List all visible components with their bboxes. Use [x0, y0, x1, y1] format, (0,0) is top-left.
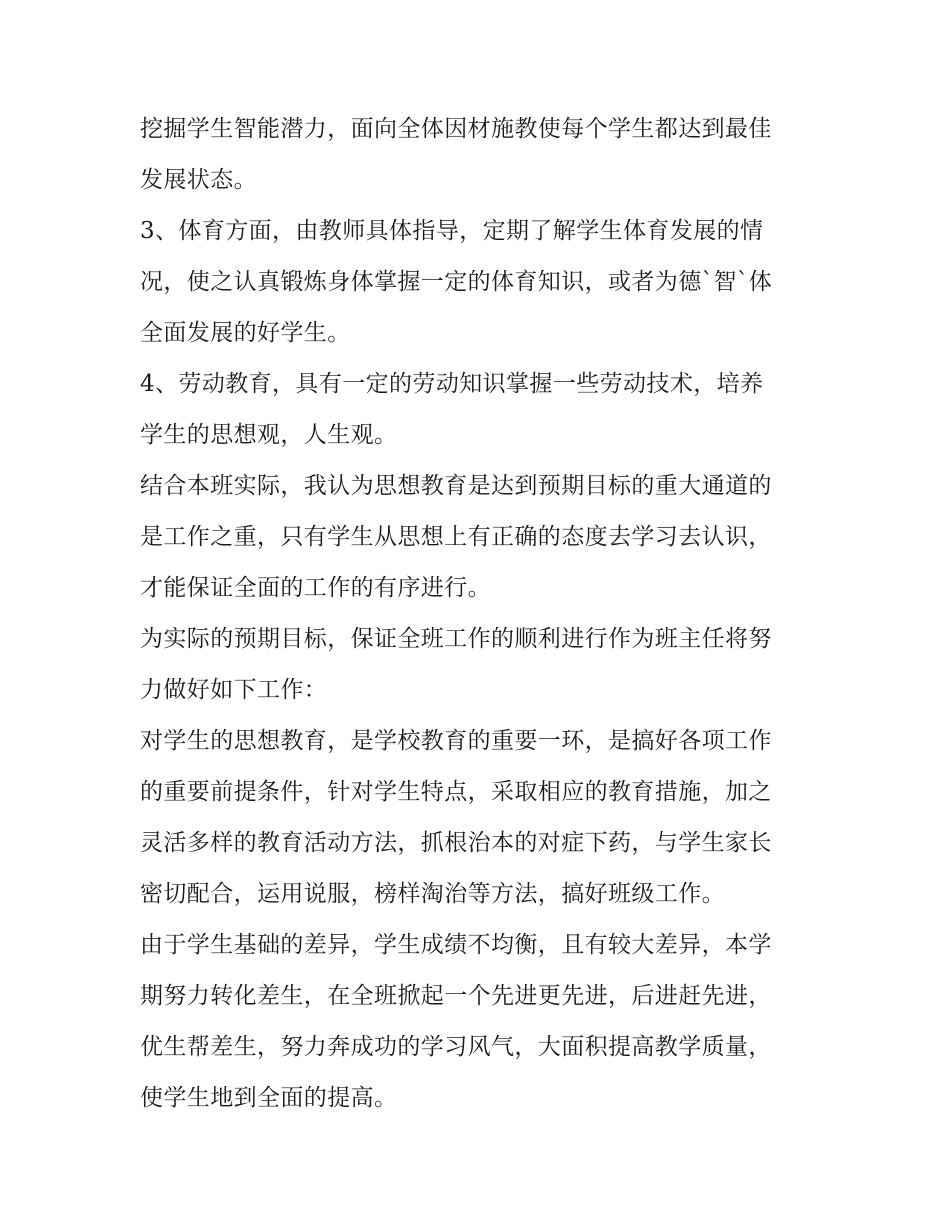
text-line: 的重要前提条件，针对学生特点，采取相应的教育措施，加之	[140, 779, 772, 805]
text-line: 为实际的预期目标，保证全班工作的顺利进行作为班主任将努	[140, 626, 772, 652]
text-line: 期努力转化差生，在全班掀起一个先进更先进，后进赶先进，	[140, 983, 772, 1009]
text-line: 3、体育方面，由教师具体指导，定期了解学生体育发展的情	[140, 218, 764, 244]
text-line: 结合本班实际，我认为思想教育是达到预期目标的重大通道的	[140, 473, 772, 499]
text-line: 学生的思想观，人生观。	[140, 422, 398, 448]
text-line: 密切配合，运用说服，榜样淘治等方法，搞好班级工作。	[140, 881, 725, 907]
text-line: 由于学生基础的差异，学生成绩不均衡，且有较大差异，本学	[140, 932, 772, 958]
text-line: 况，使之认真锻炼身体掌握一定的体育知识，或者为德`智`体	[140, 269, 773, 295]
text-line: 才能保证全面的工作的有序进行。	[140, 575, 491, 601]
text-line: 灵活多样的教育活动方法，抓根治本的对症下药，与学生家长	[140, 830, 772, 856]
text-line: 是工作之重，只有学生从思想上有正确的态度去学习去认识，	[140, 524, 772, 550]
text-line: 力做好如下工作：	[140, 677, 328, 703]
text-line: 挖掘学生智能潜力，面向全体因材施教使每个学生都达到最佳	[140, 116, 772, 142]
text-line: 使学生地到全面的提高。	[140, 1085, 398, 1111]
text-line: 全面发展的好学生。	[140, 320, 351, 346]
text-line: 优生帮差生，努力奔成功的学习风气，大面积提高教学质量，	[140, 1034, 772, 1060]
text-line: 4、劳动教育，具有一定的劳动知识掌握一些劳动技术，培养	[140, 371, 764, 397]
document-body	[140, 104, 830, 1124]
text-line: 对学生的思想教育，是学校教育的重要一环，是搞好各项工作	[140, 728, 772, 754]
text-line: 发展状态。	[140, 167, 257, 193]
